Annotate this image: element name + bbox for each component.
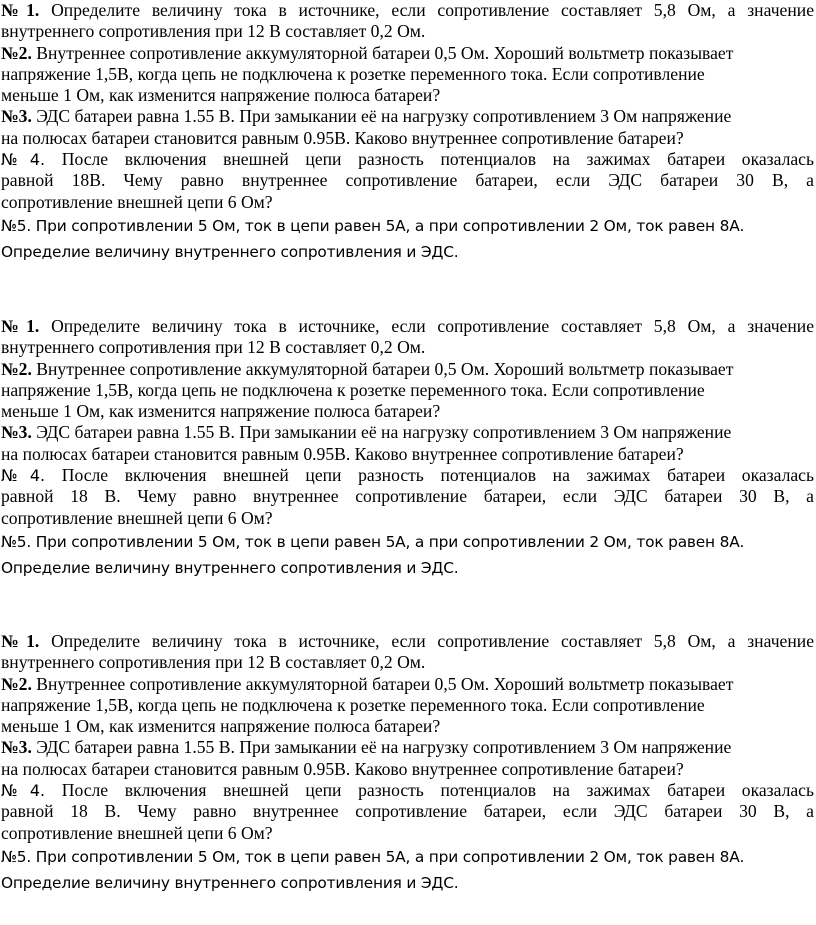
task-3-text: ЭДС батареи равна 1.55 В. При замыкании её на нагрузку сопротивлением 3 Ом напряжение: [36, 422, 732, 443]
task-1-line-1: [1, 631, 814, 652]
task-1-line-2: внутреннего сопротивления при 12 В составляет 0,2 Ом.: [1, 337, 426, 358]
task-4-line-3: сопротивление внешней цепи 6 Ом?: [1, 191, 273, 212]
task-4-line-2: равной 18В. Чему равно внутреннее сопротивление батареи, если ЭДС батареи 30 В, а: [1, 170, 814, 191]
task-2-line-3: меньше 1 Ом, как изменится напряжение полюса батареи?: [1, 716, 441, 737]
task-4-text: После включения внешней цепи разность потенциалов на зажимах батареи оказалась: [61, 780, 814, 801]
task-2-text: Внутреннее сопротивление аккумуляторной батареи 0,5 Ом. Хороший вольтметр показывает: [36, 42, 734, 63]
task-3-number: №3.: [1, 422, 32, 443]
task-4-text: После включения внешней цепи разность потенциалов на зажимах батареи оказалась: [61, 149, 814, 170]
task-2-text: Внутреннее сопротивление аккумуляторной батареи 0,5 Ом. Хороший вольтметр показывает: [36, 673, 734, 694]
task-3-number: №3.: [1, 106, 32, 127]
task-5-line-1: №5. При сопротивлении 5 Ом, ток в цепи равен 5А, а при сопротивлении 2 Ом, ток равен 8А.: [1, 216, 745, 235]
task-4-line-2: равной 18 В. Чему равно внутреннее сопротивление батареи, если ЭДС батареи 30 В, а: [1, 801, 814, 822]
task-4-line-3: сопротивление внешней цепи 6 Ом?: [1, 507, 273, 528]
task-1-line-2: внутреннего сопротивления при 12 В составляет 0,2 Ом.: [1, 652, 426, 673]
task-4-line-1: [1, 149, 814, 170]
task-2-line-2: напряжение 1,5В, когда цепь не подключена к розетке переменного тока. Если сопротивление: [1, 63, 705, 84]
task-5-line-1: №5. При сопротивлении 5 Ом, ток в цепи равен 5А, а при сопротивлении 2 Ом, ток равен 8А.: [1, 847, 745, 866]
task-4-text: После включения внешней цепи разность потенциалов на зажимах батареи оказалась: [61, 465, 814, 486]
task-4-line-3: сопротивление внешней цепи 6 Ом?: [1, 822, 273, 843]
task-3-text: ЭДС батареи равна 1.55 В. При замыкании её на нагрузку сопротивлением 3 Ом напряжение: [36, 737, 732, 758]
task-5-line-2: Определие величину внутреннего сопротивления и ЭДС.: [1, 242, 459, 261]
task-1-number: №1.: [1, 631, 40, 651]
task-4-number: №4.: [1, 150, 46, 170]
task-2-line-2: напряжение 1,5В, когда цепь не подключена к розетке переменного тока. Если сопротивление: [1, 694, 705, 715]
task-2-line-3: меньше 1 Ом, как изменится напряжение полюса батареи?: [1, 401, 441, 422]
task-2-text: Внутреннее сопротивление аккумуляторной батареи 0,5 Ом. Хороший вольтметр показывает: [36, 358, 734, 379]
task-3-line-2: на полюсах батареи становится равным 0.95В. Каково внутреннее сопротивление батареи?: [1, 443, 684, 464]
task-2-line-1: [1, 43, 814, 64]
task-1-text: Определите величину тока в источнике, если сопротивление составляет 5,8 Ом, а значение: [51, 0, 814, 20]
task-3-text: ЭДС батареи равна 1.55 В. При замыкании её на нагрузку сопротивлением 3 Ом напряжение: [36, 106, 732, 127]
task-1-number: №1.: [1, 316, 40, 336]
task-2-line-2: напряжение 1,5В, когда цепь не подключена к розетке переменного тока. Если сопротивление: [1, 379, 705, 400]
task-1-text: Определите величину тока в источнике, если сопротивление составляет 5,8 Ом, а значение: [51, 631, 814, 651]
task-4-line-2: равной 18 В. Чему равно внутреннее сопротивление батареи, если ЭДС батареи 30 В, а: [1, 486, 814, 507]
task-1-number: №1.: [1, 0, 40, 20]
task-3-line-1: [1, 106, 814, 127]
task-3-line-1: [1, 422, 814, 443]
task-2-line-3: меньше 1 Ом, как изменится напряжение полюса батареи?: [1, 85, 441, 106]
task-1-line-1: [1, 0, 814, 21]
task-2-number: №2.: [1, 358, 32, 379]
task-5-line-1: №5. При сопротивлении 5 Ом, ток в цепи равен 5А, а при сопротивлении 2 Ом, ток равен 8А.: [1, 532, 745, 551]
task-4-number: №4.: [1, 781, 46, 801]
task-block-3: [1, 631, 814, 894]
task-4-number: №4.: [1, 466, 46, 486]
task-block-1: [1, 0, 814, 263]
task-block-2: [1, 316, 814, 579]
task-3-line-2: на полюсах батареи становится равным 0.95В. Каково внутреннее сопротивление батареи?: [1, 758, 684, 779]
task-2-line-1: [1, 359, 814, 380]
task-2-line-1: [1, 674, 814, 695]
task-1-line-1: [1, 316, 814, 337]
task-5-line-2: Определие величину внутреннего сопротивления и ЭДС.: [1, 873, 459, 892]
task-2-number: №2.: [1, 42, 32, 63]
task-3-line-1: [1, 737, 814, 758]
task-4-line-1: [1, 780, 814, 801]
task-3-line-2: на полюсах батареи становится равным 0.95В. Каково внутреннее сопротивление батареи?: [1, 127, 684, 148]
task-1-line-2: внутреннего сопротивления при 12 В составляет 0,2 Ом.: [1, 21, 426, 42]
task-1-text: Определите величину тока в источнике, если сопротивление составляет 5,8 Ом, а значение: [51, 316, 814, 336]
task-4-line-1: [1, 465, 814, 486]
task-3-number: №3.: [1, 737, 32, 758]
task-5-line-2: Определие величину внутреннего сопротивления и ЭДС.: [1, 558, 459, 577]
task-2-number: №2.: [1, 673, 32, 694]
